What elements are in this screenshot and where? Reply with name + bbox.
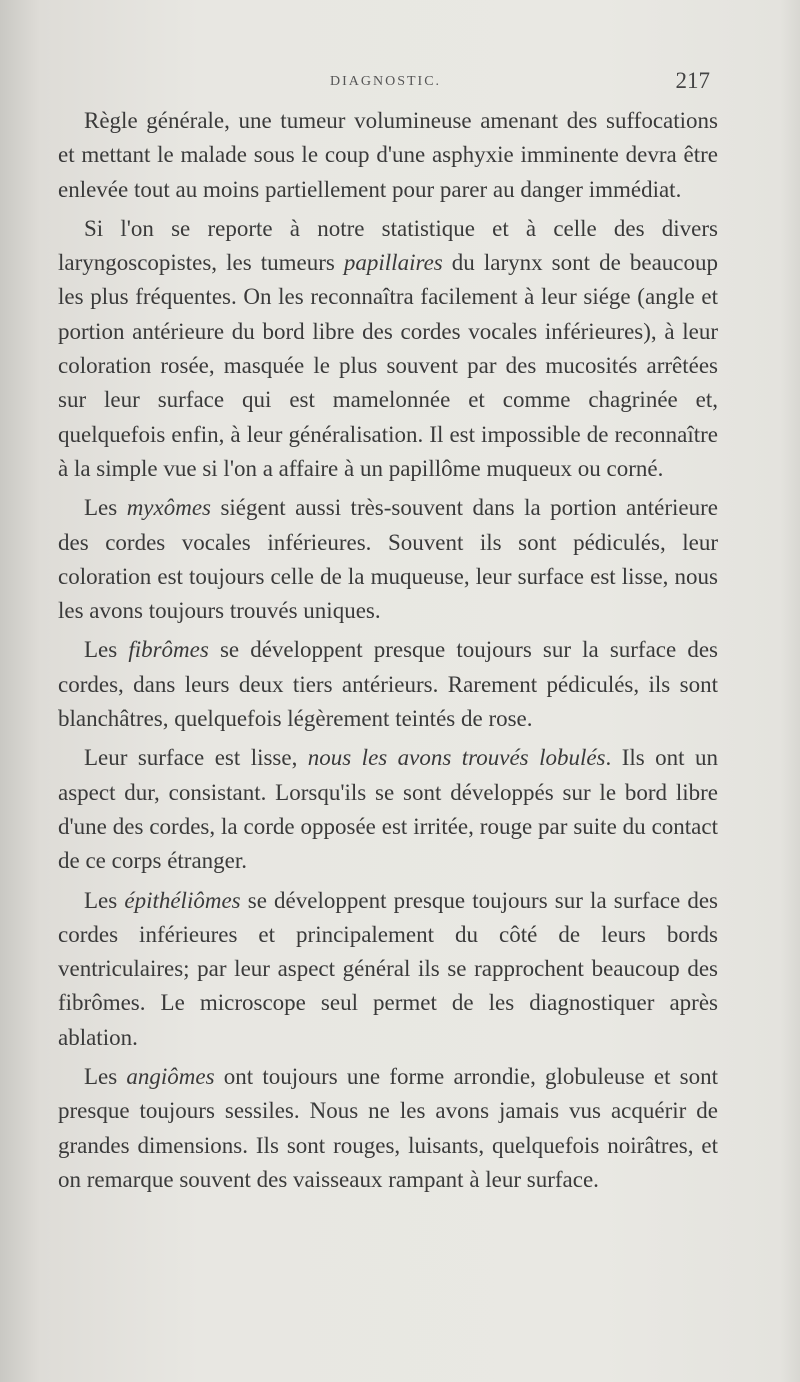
phrase-lobules: nous les avons trouvés lobulés — [307, 745, 606, 771]
term-myxomes: myxômes — [126, 495, 211, 521]
paragraph-text: se développent presque toujours sur la surface des cordes, dans leurs deux tiers antérieurs. Rarement pédiculés, ils sont blanchâtres, quelquefois légèrement teintés de rose. — [58, 637, 718, 732]
paragraph-text: Les — [84, 495, 127, 521]
paragraph-text: Si l'on se reporte à notre statistique et à celle des divers laryngoscopistes, les tumeurs — [58, 215, 718, 276]
paragraph-7 — [58, 1060, 718, 1197]
term-angiomes: angiômes — [126, 1064, 215, 1090]
paragraph-text: Les — [84, 1064, 127, 1090]
paragraph-text: Les — [84, 637, 129, 663]
paragraph-text: siégent aussi très-souvent dans la portion antérieure des cordes vocales inférieures. Souvent ils sont pédiculés, leur coloration est toujours celle de la muqueuse, leur surface est lisse, nous les avons toujours trouvés uniques. — [58, 495, 718, 624]
term-fibromes: fibrômes — [128, 637, 209, 663]
paragraph-text: se développent presque toujours sur la surface des cordes inférieures et principalement du côté de leurs bords ventriculaires; par leur aspect général ils se rapprochent beaucoup des fibrômes. Le microscope seul permet de les diagnostiquer après ablation. — [58, 887, 718, 1050]
paragraph-text: ont toujours une forme arrondie, globuleuse et sont presque toujours sessiles. Nous ne les avons jamais vus acquérir de grandes dimensions. Ils sont rouges, luisants, quelquefois noirâtres, et on remarque souvent des vaisseaux rampant à leur surface. — [58, 1064, 718, 1192]
term-papillaires: papillaires — [343, 250, 443, 276]
running-head: DIAGNOSTIC. — [330, 74, 442, 89]
paragraph-6 — [58, 884, 718, 1055]
paragraph-5 — [58, 741, 718, 878]
paragraph-text: Règle générale, une tumeur volumineuse amenant des suffocations et mettant le malade sous le coup d'une asphyxie imminente devra être enlevée tout au moins partiellement pour parer au danger immédiat. — [58, 108, 718, 202]
body-text — [58, 104, 718, 1202]
paragraph-2 — [58, 212, 718, 486]
term-epitheliomes: épithéliômes — [124, 887, 241, 913]
page-header — [60, 68, 710, 98]
paragraph-text: du larynx sont de beaucoup les plus fréquentes. On les reconnaîtra facilement à leur siége (angle et portion antérieure du bord libre des cordes vocales inférieures), à leur coloration rosée, masquée le plus souvent par des mucosités arrêtées sur leur surface qui est mamelonnée et comme chagrinée et, quelquefois enfin, à leur généralisation. Il est impossible de reconnaître à la simple vue si l'on a affaire à un papillôme muqueux ou corné. — [58, 250, 718, 481]
paragraph-1 — [58, 104, 718, 207]
page-number: 217 — [675, 68, 710, 93]
paragraph-text: Leur surface est lisse, — [84, 745, 308, 771]
paragraph-4 — [58, 633, 718, 736]
paragraph-text: Les — [84, 887, 125, 913]
paragraph-3 — [58, 491, 718, 628]
paragraph-text: . Ils ont un aspect dur, consistant. Lorsqu'ils se sont développés sur le bord libre d'une des cordes, la corde opposée est irritée, rouge par suite du contact de ce corps étranger. — [58, 745, 718, 874]
